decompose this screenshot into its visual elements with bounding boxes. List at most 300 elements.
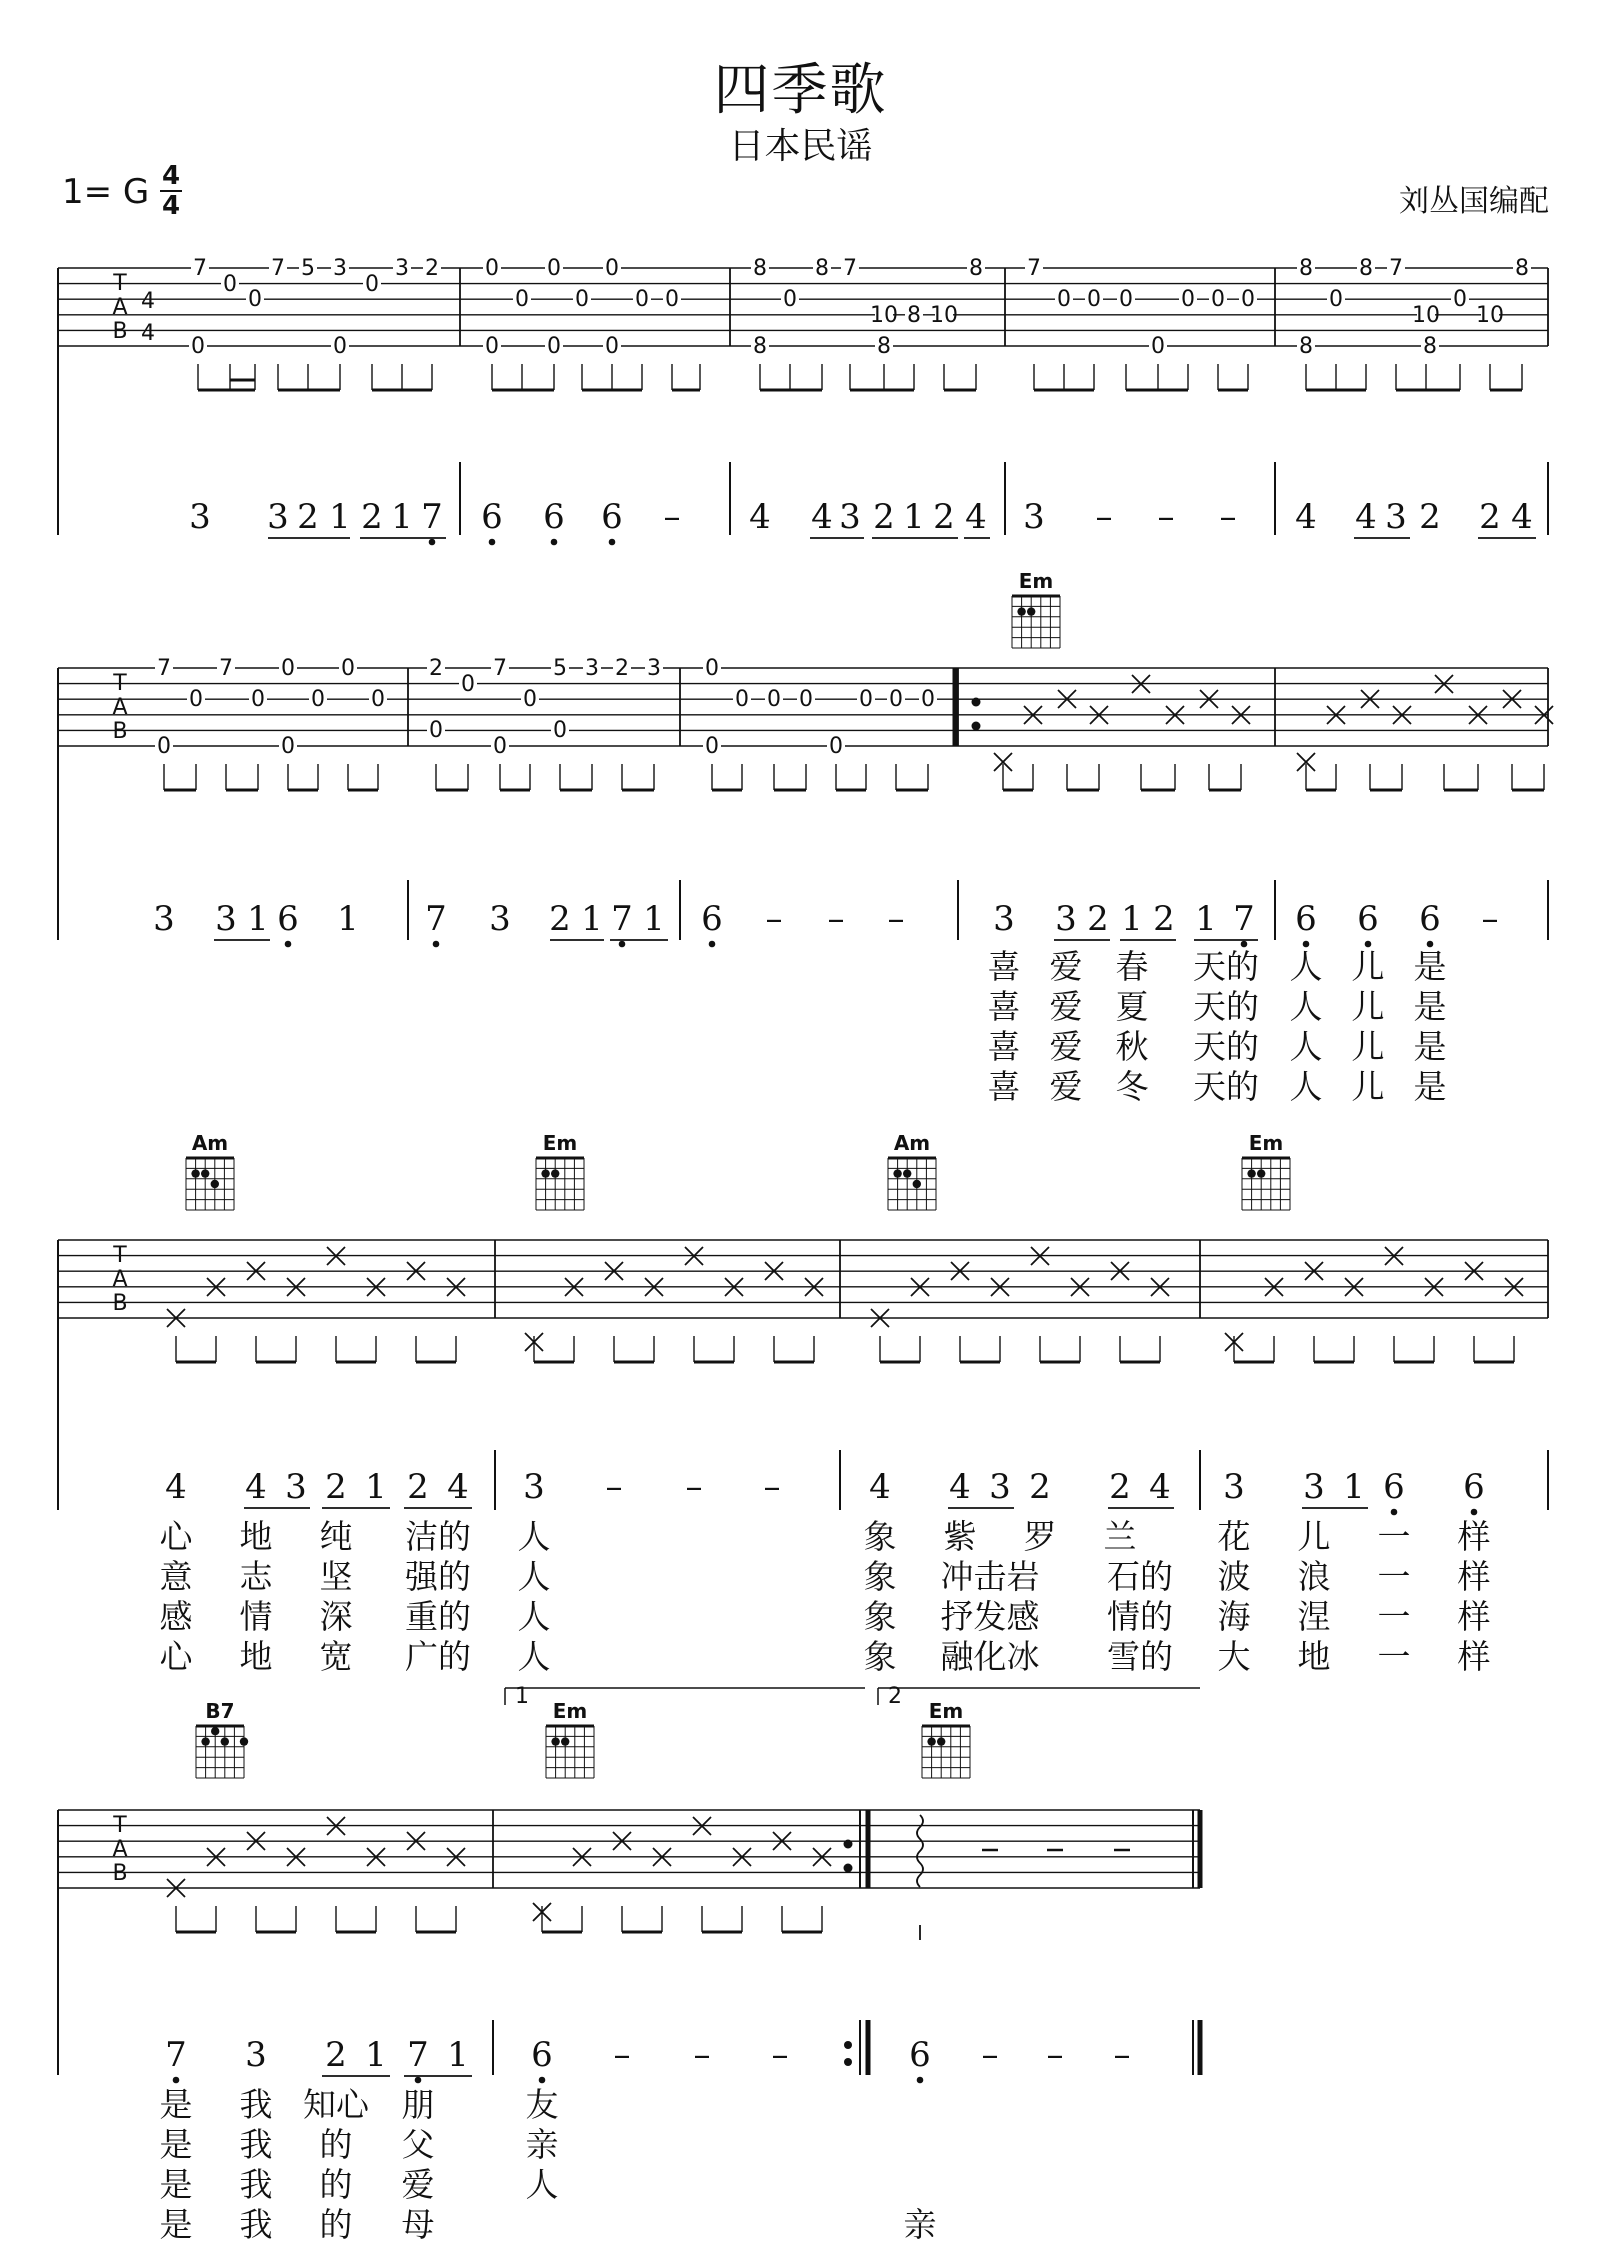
chord-dot <box>191 1169 199 1177</box>
lyric-c-syllable: 是 <box>159 2205 193 2244</box>
fret-number: 0 <box>251 687 265 712</box>
fret-number: 3 <box>647 656 661 681</box>
fret-number: 0 <box>223 272 237 297</box>
jianpu-note: 1 <box>329 497 351 537</box>
chord-dot <box>211 1727 219 1735</box>
jianpu-note: 2 <box>1109 1467 1131 1507</box>
jianpu-note: 4 <box>869 1467 891 1507</box>
fret-number: 0 <box>371 687 385 712</box>
jianpu-note: 4 <box>1355 497 1377 537</box>
chord-name: Em <box>1018 569 1054 593</box>
lyric-b2-syllable: 样 <box>1457 1637 1491 1676</box>
jianpu-note: 3 <box>153 899 175 939</box>
fret-number: 0 <box>889 687 903 712</box>
chord-dot <box>211 1180 219 1188</box>
lyric-b2-syllable: 涅 <box>1297 1597 1331 1636</box>
lyric-b-syllable: 感 <box>159 1597 193 1636</box>
jianpu-note: 3 <box>285 1467 307 1507</box>
lyric-a-syllable: 爱 <box>1049 1067 1083 1106</box>
lyric-b-syllable: 洁的 <box>405 1517 471 1556</box>
repeat-dot <box>844 1864 853 1873</box>
lyric-b2-syllable: 象 <box>863 1517 897 1556</box>
lyric-b2-syllable: 融化冰 <box>940 1637 1040 1676</box>
chord-dot <box>913 1180 921 1188</box>
jianpu-note: – <box>1219 497 1237 537</box>
chord-name: B7 <box>205 1699 235 1723</box>
lyric-b2-syllable: 象 <box>863 1637 897 1676</box>
octave-dot <box>709 941 716 948</box>
jianpu-note: 3 <box>1055 899 1077 939</box>
lyric-b2-syllable: 象 <box>863 1597 897 1636</box>
jianpu-note: 1 <box>447 2035 469 2075</box>
fret-number: 0 <box>547 334 561 359</box>
jianpu-note: 1 <box>1121 899 1143 939</box>
jianpu-note: 3 <box>1303 1467 1325 1507</box>
arranger: 刘丛国编配 <box>1399 184 1549 219</box>
jianpu-note: 4 <box>245 1467 267 1507</box>
chord-name: Em <box>552 1699 588 1723</box>
lyric-b2-syllable: 一 <box>1377 1557 1411 1596</box>
tab-letter-a: A <box>112 1837 128 1862</box>
jianpu-note: 1 <box>643 899 665 939</box>
jianpu-note: – <box>1046 2035 1064 2075</box>
jianpu-note: 4 <box>749 497 771 537</box>
jianpu-note: 6 <box>1419 899 1441 939</box>
lyric-c-syllable: 是 <box>159 2165 193 2204</box>
fret-number: 0 <box>1087 287 1101 312</box>
chord-name: Em <box>1248 1131 1284 1155</box>
jianpu-note: 6 <box>701 899 723 939</box>
chord-dot <box>1257 1169 1265 1177</box>
octave-dot <box>619 941 626 948</box>
jianpu-note: 1 <box>581 899 603 939</box>
jianpu-note: 3 <box>215 899 237 939</box>
chord-dot <box>551 1169 559 1177</box>
lyric-b2-syllable: 地 <box>1297 1637 1331 1676</box>
time-signature-bottom: 4 <box>161 191 181 221</box>
tab-letter-b: B <box>112 719 128 744</box>
jianpu-note: 6 <box>481 497 503 537</box>
lyric-b2-syllable: 紫 <box>943 1517 977 1556</box>
fret-number: 0 <box>523 687 537 712</box>
jianpu-note: 1 <box>1343 1467 1365 1507</box>
fret-number: 10 <box>930 303 958 328</box>
chord-dot <box>927 1737 935 1745</box>
lyric-a-syllable: 冬 <box>1115 1067 1149 1106</box>
fret-number: 0 <box>553 718 567 743</box>
fret-number: 0 <box>799 687 813 712</box>
fret-number: 0 <box>191 334 205 359</box>
lyric-b-syllable: 心 <box>159 1637 193 1676</box>
chord-dot <box>937 1737 945 1745</box>
fret-number: 8 <box>753 334 767 359</box>
fret-number: 5 <box>553 656 567 681</box>
fret-number: 0 <box>705 734 719 759</box>
jianpu-note: – <box>663 497 681 537</box>
jianpu-note: – <box>1113 2035 1131 2075</box>
jianpu-note: – <box>981 2035 999 2075</box>
jianpu-note: 2 <box>325 2035 347 2075</box>
jianpu-note: 6 <box>531 2035 553 2075</box>
repeat-dot <box>844 2058 852 2066</box>
tab-letter-a: A <box>112 695 128 720</box>
fret-number: 8 <box>1299 334 1313 359</box>
lyric-b-syllable: 重的 <box>405 1597 471 1636</box>
lyric-b2-syllable: 象 <box>863 1557 897 1596</box>
tab-letter-t: T <box>113 671 127 696</box>
lyric-a-syllable: 是 <box>1413 1027 1447 1066</box>
fret-number: 0 <box>1181 287 1195 312</box>
octave-dot <box>433 941 440 948</box>
lyric-b-syllable: 人 <box>517 1557 551 1596</box>
lyric-b2-syllable: 雪的 <box>1107 1637 1173 1676</box>
chord-dot <box>201 1169 209 1177</box>
time-signature-top: 4 <box>161 161 181 191</box>
fret-number: 0 <box>515 287 529 312</box>
fret-number: 0 <box>605 334 619 359</box>
fret-number: 3 <box>395 256 409 281</box>
fret-number: 8 <box>1359 256 1373 281</box>
lyric-c-syllable: 爱 <box>401 2165 435 2204</box>
fret-number: 0 <box>333 334 347 359</box>
lyric-a-syllable: 爱 <box>1049 947 1083 986</box>
jianpu-note: 2 <box>1087 899 1109 939</box>
fret-number: 0 <box>705 656 719 681</box>
fret-number: 0 <box>281 656 295 681</box>
fret-number: 0 <box>1453 287 1467 312</box>
lyric-c-syllable: 知心 <box>303 2085 369 2124</box>
lyric-b-syllable: 强的 <box>405 1557 471 1596</box>
jianpu-note: 6 <box>909 2035 931 2075</box>
lyric-b-syllable: 深 <box>319 1597 353 1636</box>
lyric-c-syllable: 我 <box>239 2085 273 2124</box>
jianpu-note: 7 <box>165 2035 187 2075</box>
fret-number: 8 <box>1515 256 1529 281</box>
volta-2-label: 2 <box>888 1684 902 1709</box>
lyric-a-syllable: 人 <box>1289 1027 1323 1066</box>
chord-dot <box>240 1737 248 1745</box>
chord-name: Am <box>893 1131 931 1155</box>
jianpu-note: 1 <box>365 1467 387 1507</box>
lyric-b2-syllable: 石的 <box>1107 1557 1173 1596</box>
fret-number: 7 <box>157 656 171 681</box>
jianpu-note: 2 <box>933 497 955 537</box>
lyric-a-syllable: 人 <box>1289 947 1323 986</box>
fret-number: 7 <box>193 256 207 281</box>
tab-letter-b: B <box>112 1861 128 1886</box>
jianpu-note: 4 <box>1295 497 1317 537</box>
jianpu-note: 7 <box>425 899 447 939</box>
chord-dot <box>561 1737 569 1745</box>
jianpu-note: 3 <box>839 497 861 537</box>
jianpu-note: – <box>685 1467 703 1507</box>
fret-number: 0 <box>859 687 873 712</box>
fret-number: 0 <box>829 734 843 759</box>
fret-number: 8 <box>1299 256 1313 281</box>
repeat-dot <box>844 1840 853 1849</box>
lyric-c-syllable: 我 <box>239 2205 273 2244</box>
lyric-a-syllable: 喜 <box>987 987 1021 1026</box>
lyric-b2-syllable: 花 <box>1217 1517 1251 1556</box>
lyric-a-syllable: 天的 <box>1193 947 1259 986</box>
fret-number: 0 <box>365 272 379 297</box>
lyric-c-syllable: 亲 <box>903 2205 937 2244</box>
lyric-b-syllable: 人 <box>517 1597 551 1636</box>
fret-number: 7 <box>493 656 507 681</box>
fret-number: 0 <box>311 687 325 712</box>
jianpu-note: 4 <box>1149 1467 1171 1507</box>
jianpu-note: – <box>765 899 783 939</box>
octave-dot <box>173 2077 180 2084</box>
tab-letter-t: T <box>113 1243 127 1268</box>
jianpu-note: – <box>693 2035 711 2075</box>
lyric-a-syllable: 天的 <box>1193 1067 1259 1106</box>
fret-number: 8 <box>815 256 829 281</box>
octave-dot <box>1391 1509 1398 1516</box>
jianpu-note: 1 <box>391 497 413 537</box>
jianpu-note: – <box>763 1467 781 1507</box>
lyric-c-syllable: 人 <box>525 2165 559 2204</box>
fret-number: 0 <box>767 687 781 712</box>
repeat-dot <box>972 722 981 731</box>
lyric-c-syllable: 的 <box>319 2125 353 2164</box>
lyric-a-syllable: 儿 <box>1351 1067 1385 1106</box>
jianpu-note: 7 <box>407 2035 429 2075</box>
lyric-a-syllable: 是 <box>1413 1067 1447 1106</box>
lyric-a-syllable: 春 <box>1115 947 1149 986</box>
lyric-b-syllable: 广的 <box>405 1637 471 1676</box>
jianpu-note: 3 <box>489 899 511 939</box>
lyric-b2-syllable: 样 <box>1457 1557 1491 1596</box>
octave-dot <box>489 539 496 546</box>
lyric-b-syllable: 情 <box>239 1597 273 1636</box>
lyric-a-syllable: 是 <box>1413 947 1447 986</box>
octave-dot <box>1471 1509 1478 1516</box>
octave-dot <box>609 539 616 546</box>
lyric-b-syllable: 人 <box>517 1637 551 1676</box>
chord-name: Em <box>928 1699 964 1723</box>
fret-number: 0 <box>1211 287 1225 312</box>
lyric-c-syllable: 友 <box>525 2085 559 2124</box>
repeat-dot <box>844 2041 852 2049</box>
fret-number: 7 <box>1389 256 1403 281</box>
lyric-c-syllable: 我 <box>239 2165 273 2204</box>
fret-number: 0 <box>605 256 619 281</box>
jianpu-note: 4 <box>447 1467 469 1507</box>
jianpu-note: 3 <box>523 1467 545 1507</box>
tab-letter-b: B <box>112 1291 128 1316</box>
lyric-b2-syllable: 一 <box>1377 1597 1411 1636</box>
fret-number: 0 <box>341 656 355 681</box>
lyric-b-syllable: 纯 <box>319 1517 353 1556</box>
chord-dot <box>1017 607 1025 615</box>
jianpu-note: 2 <box>873 497 895 537</box>
fret-number: 8 <box>877 334 891 359</box>
fret-number: 0 <box>461 672 475 697</box>
lyric-b-syllable: 志 <box>239 1557 273 1596</box>
lyric-a-syllable: 爱 <box>1049 1027 1083 1066</box>
lyric-b-syllable: 坚 <box>319 1557 353 1596</box>
jianpu-note: 4 <box>949 1467 971 1507</box>
jianpu-note: 3 <box>993 899 1015 939</box>
lyric-c-syllable: 母 <box>401 2205 435 2244</box>
tab-letter-t: T <box>113 1813 127 1838</box>
volta-1-label: 1 <box>515 1684 529 1709</box>
fret-number: 2 <box>429 656 443 681</box>
chord-dot <box>893 1169 901 1177</box>
lyric-b2-syllable: 海 <box>1217 1597 1251 1636</box>
jianpu-note: 6 <box>1463 1467 1485 1507</box>
fret-number: 0 <box>485 334 499 359</box>
jianpu-note: 2 <box>1153 899 1175 939</box>
lyric-b-syllable: 地 <box>239 1517 273 1556</box>
fret-number: 8 <box>1423 334 1437 359</box>
lyric-b-syllable: 人 <box>517 1517 551 1556</box>
jianpu-note: 7 <box>1233 899 1255 939</box>
lyric-a-syllable: 秋 <box>1115 1027 1149 1066</box>
lyric-b2-syllable: 大 <box>1217 1637 1251 1676</box>
jianpu-note: 6 <box>277 899 299 939</box>
fret-number: 0 <box>575 287 589 312</box>
lyric-b2-syllable: 浪 <box>1297 1557 1331 1596</box>
jianpu-note: 1 <box>247 899 269 939</box>
fret-number: 0 <box>921 687 935 712</box>
fret-number: 3 <box>333 256 347 281</box>
lyric-a-syllable: 人 <box>1289 1067 1323 1106</box>
fret-number: 0 <box>485 256 499 281</box>
fret-number: 10 <box>1476 303 1504 328</box>
chord-dot <box>1247 1169 1255 1177</box>
fret-number: 10 <box>1412 303 1440 328</box>
song-subtitle: 日本民谣 <box>728 126 873 167</box>
song-title: 四季歌 <box>713 58 888 123</box>
chord-dot <box>541 1169 549 1177</box>
lyric-b2-syllable: 罗 <box>1023 1517 1057 1556</box>
octave-dot <box>917 2077 924 2084</box>
fret-number: 0 <box>635 287 649 312</box>
fret-number: 0 <box>189 687 203 712</box>
tab-letter-t: T <box>113 271 127 296</box>
octave-dot <box>429 539 436 546</box>
lyric-a-syllable: 儿 <box>1351 987 1385 1026</box>
fret-number: 2 <box>615 656 629 681</box>
fret-number: 5 <box>301 256 315 281</box>
octave-dot <box>539 2077 546 2084</box>
jianpu-note: 7 <box>611 899 633 939</box>
lyric-a-syllable: 人 <box>1289 987 1323 1026</box>
octave-dot <box>415 2077 422 2084</box>
lyric-a-syllable: 儿 <box>1351 947 1385 986</box>
lyric-c-syllable: 是 <box>159 2085 193 2124</box>
octave-dot <box>285 941 292 948</box>
jianpu-note: – <box>1157 497 1175 537</box>
fret-number: 0 <box>493 734 507 759</box>
lyric-b-syllable: 意 <box>159 1557 193 1596</box>
jianpu-note: 3 <box>1223 1467 1245 1507</box>
tab-time-top: 4 <box>141 289 155 314</box>
lyric-b2-syllable: 兰 <box>1103 1517 1137 1556</box>
jianpu-note: 2 <box>407 1467 429 1507</box>
fret-number: 7 <box>843 256 857 281</box>
jianpu-note: 2 <box>297 497 319 537</box>
lyric-a-syllable: 爱 <box>1049 987 1083 1026</box>
jianpu-note: 3 <box>989 1467 1011 1507</box>
lyric-c-syllable: 我 <box>239 2125 273 2164</box>
lyric-b2-syllable: 样 <box>1457 1517 1491 1556</box>
jianpu-note: – <box>827 899 845 939</box>
fret-number: 0 <box>157 734 171 759</box>
chord-dot <box>1027 607 1035 615</box>
chord-dot <box>551 1737 559 1745</box>
lyric-a-syllable: 喜 <box>987 1067 1021 1106</box>
lyric-a-syllable: 夏 <box>1115 987 1149 1026</box>
jianpu-note: 2 <box>325 1467 347 1507</box>
lyric-b-syllable: 心 <box>159 1517 193 1556</box>
jianpu-note: 4 <box>811 497 833 537</box>
chord-name: Am <box>191 1131 229 1155</box>
jianpu-note: 2 <box>549 899 571 939</box>
fret-number: 2 <box>425 256 439 281</box>
fret-number: 0 <box>281 734 295 759</box>
lyric-c-syllable: 朋 <box>401 2085 435 2124</box>
jianpu-note: 3 <box>1023 497 1045 537</box>
fret-number: 7 <box>271 256 285 281</box>
fret-number: 0 <box>1329 287 1343 312</box>
chord-dot <box>221 1737 229 1745</box>
lyric-c-syllable: 父 <box>401 2125 435 2164</box>
fret-number: 7 <box>1027 256 1041 281</box>
lyric-c-syllable: 的 <box>319 2205 353 2244</box>
jianpu-note: 2 <box>1479 497 1501 537</box>
tab-letter-a: A <box>112 295 128 320</box>
lyric-b2-syllable: 一 <box>1377 1517 1411 1556</box>
jianpu-note: – <box>887 899 905 939</box>
lyric-b2-syllable: 抒发感 <box>940 1597 1040 1636</box>
chord-dot <box>201 1737 209 1745</box>
lyric-c-syllable: 是 <box>159 2125 193 2164</box>
fret-number: 0 <box>1241 287 1255 312</box>
fret-number: 0 <box>783 287 797 312</box>
lyric-a-syllable: 喜 <box>987 1027 1021 1066</box>
lyric-b2-syllable: 冲击岩 <box>940 1557 1040 1596</box>
lyric-b2-syllable: 样 <box>1457 1597 1491 1636</box>
fret-number: 0 <box>429 718 443 743</box>
jianpu-note: – <box>613 2035 631 2075</box>
jianpu-note: 6 <box>1357 899 1379 939</box>
fret-number: 0 <box>1119 287 1133 312</box>
jianpu-note: 1 <box>337 899 359 939</box>
jianpu-note: 7 <box>421 497 443 537</box>
jianpu-note: 1 <box>903 497 925 537</box>
lyric-a-syllable: 天的 <box>1193 1027 1259 1066</box>
fret-number: 0 <box>1151 334 1165 359</box>
lyric-b2-syllable: 一 <box>1377 1637 1411 1676</box>
fret-number: 0 <box>735 687 749 712</box>
fret-number: 3 <box>585 656 599 681</box>
fret-number: 0 <box>547 256 561 281</box>
lyric-a-syllable: 儿 <box>1351 1027 1385 1066</box>
chord-name: Em <box>542 1131 578 1155</box>
jianpu-note: 6 <box>1383 1467 1405 1507</box>
tab-time-bottom: 4 <box>141 321 155 346</box>
jianpu-note: 6 <box>1295 899 1317 939</box>
jianpu-note: 2 <box>1419 497 1441 537</box>
lyric-a-syllable: 天的 <box>1193 987 1259 1026</box>
jianpu-note: 6 <box>601 497 623 537</box>
jianpu-note: 4 <box>1511 497 1533 537</box>
jianpu-note: 4 <box>965 497 987 537</box>
fret-number: 7 <box>219 656 233 681</box>
